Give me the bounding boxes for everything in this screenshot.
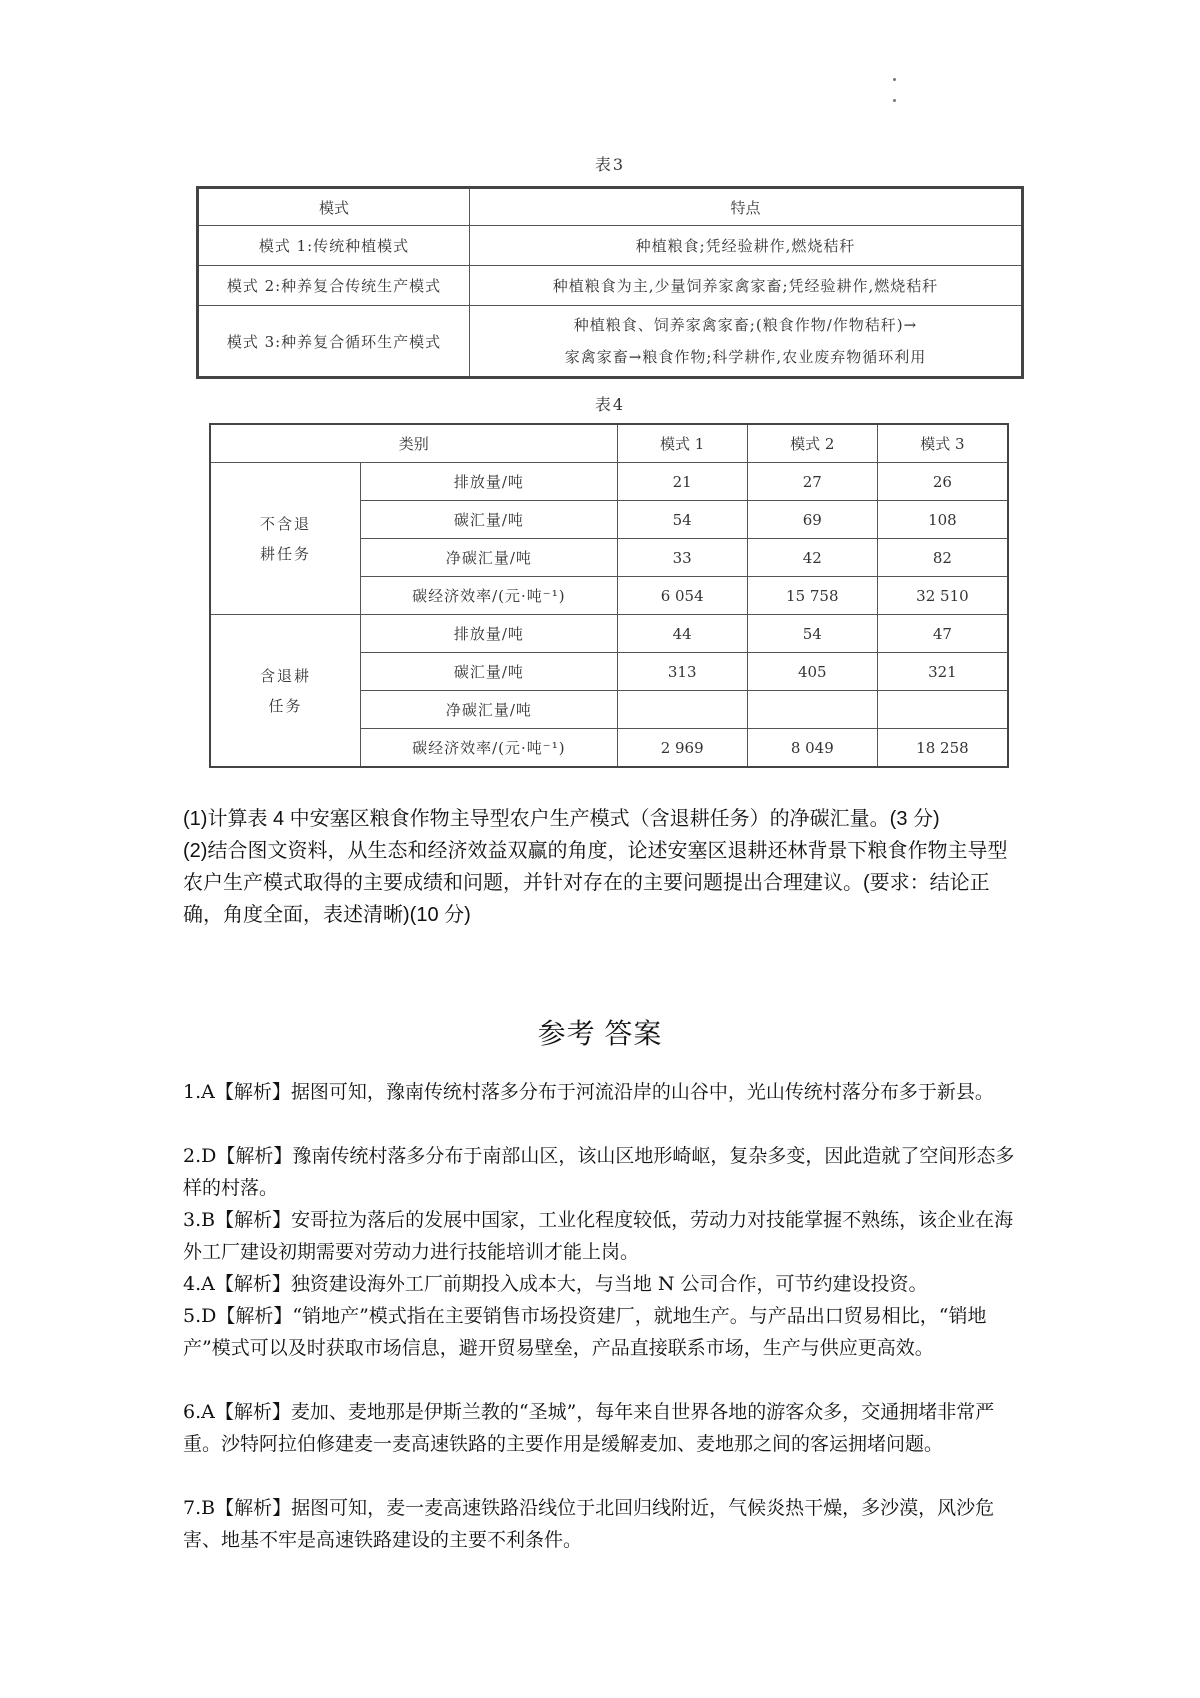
answers-title: 参考 答案 [537,1018,663,1049]
table4-value-cell: 313 [617,653,747,691]
answer-item: 4.A【解析】独资建设海外工厂前期投入成本大，与当地 N 公司合作，可节约建设投资。 [183,1273,928,1295]
table3-title: 表3 [594,155,626,174]
table3-feature-line: 家禽家畜→粮食作物;科学耕作,农业废弃物循环利用 [564,348,927,366]
table3-feature-cell: 种植粮食为主,少量饲养家禽家畜;凭经验耕作,燃烧秸秆 [470,266,1023,306]
answer-item: 5.D【解析】“销地产”模式指在主要销售市场投资建厂，就地生产。与产品出口贸易相比，“销地产”模式可以及时获取市场信息，避开贸易壁垒，产品直接联系市场，生产与供应更高效。 [183,1305,987,1359]
group-label-line: 耕任务 [260,544,312,563]
table3-mode-cell: 模式 3:种养复合循环生产模式 [198,306,470,378]
table3-mode-cell: 模式 2:种养复合传统生产模式 [198,266,470,306]
table4-header-mode3: 模式 3 [877,424,1008,463]
group-label-line: 含退耕 [260,666,312,685]
table4-category-cell: 碳经济效率/(元·吨⁻¹) [361,729,618,768]
question-1: (1)计算表 4 中安塞区粮食作物主导型农户生产模式（含退耕任务）的净碳汇量。(3 分) [183,808,940,830]
table4-value-cell: 44 [617,615,747,653]
table4-value-cell [877,691,1008,729]
answer-item: 7.B【解析】据图可知，麦一麦高速铁路沿线位于北回归线附近，气候炎热干燥，多沙漠，风沙危害、地基不牢是高速铁路建设的主要不利条件。 [183,1497,995,1551]
table-row [198,266,1023,306]
table4-value-cell: 69 [747,501,877,539]
table4 [209,423,1009,768]
table4-category-cell: 碳汇量/吨 [361,501,618,539]
table4-category-cell: 排放量/吨 [361,615,618,653]
table4-value-cell: 15 758 [747,577,877,615]
table4-value-cell: 6 054 [617,577,747,615]
table3-header-mode: 模式 [198,188,470,226]
table4-category-cell: 净碳汇量/吨 [361,691,618,729]
scan-specks [893,78,896,120]
table4-value-cell: 54 [617,501,747,539]
table3 [196,186,1024,379]
table4-value-cell: 32 510 [877,577,1008,615]
table3-header-row [198,188,1023,226]
table4-value-cell: 405 [747,653,877,691]
answer-item: 2.D【解析】豫南传统村落多分布于南部山区，该山区地形崎岖，复杂多变，因此造就了空间形态多样的村落。 [183,1145,1015,1199]
table4-value-cell: 108 [877,501,1008,539]
table4-category-cell: 净碳汇量/吨 [361,539,618,577]
table4-value-cell [617,691,747,729]
table4-header-category: 类别 [210,424,617,463]
table3-feature-cell [470,306,1023,378]
table4-value-cell [747,691,877,729]
table4-value-cell: 82 [877,539,1008,577]
table4-value-cell: 18 258 [877,729,1008,768]
group-label-line: 任务 [268,696,303,715]
table3-feature-line: 种植粮食、饲养家禽家畜;(粮食作物/作物秸秆)→ [573,316,918,334]
table4-header-row [210,424,1008,463]
table4-value-cell: 8 049 [747,729,877,768]
table3-feature-cell: 种植粮食;凭经验耕作,燃烧秸秆 [470,226,1023,266]
table4-category-cell: 排放量/吨 [361,463,618,501]
table4-value-cell: 2 969 [617,729,747,768]
answer-item: 1.A【解析】据图可知，豫南传统村落多分布于河流沿岸的山谷中，光山传统村落分布多于新县。 [183,1081,994,1103]
question-2: (2)结合图文资料，从生态和经济效益双赢的角度，论述安塞区退耕还林背景下粮食作物主导型农户生产模式取得的主要成绩和问题，并针对存在的主要问题提出合理建议。(要求：结论正确，角度全面，表述清晰)(10 分) [183,840,1008,926]
table-row [198,306,1023,378]
table4-category-cell: 碳经济效率/(元·吨⁻¹) [361,577,618,615]
answer-item: 6.A【解析】麦加、麦地那是伊斯兰教的“圣城”，每年来自世界各地的游客众多，交通拥堵非常严重。沙特阿拉伯修建麦一麦高速铁路的主要作用是缓解麦加、麦地那之间的客运拥堵问题。 [183,1401,995,1455]
table4-group-label [210,463,361,615]
group-label-line: 不含退 [260,514,312,533]
table4-value-cell: 54 [747,615,877,653]
table-row [210,615,1008,653]
table4-value-cell: 26 [877,463,1008,501]
table4-value-cell: 321 [877,653,1008,691]
table4-value-cell: 27 [747,463,877,501]
table3-mode-cell: 模式 1:传统种植模式 [198,226,470,266]
table4-value-cell: 33 [617,539,747,577]
table4-value-cell: 21 [617,463,747,501]
table-row [198,226,1023,266]
table4-header-mode2: 模式 2 [747,424,877,463]
table4-header-mode1: 模式 1 [617,424,747,463]
answer-item: 3.B【解析】安哥拉为落后的发展中国家，工业化程度较低，劳动力对技能掌握不熟练，该企业在海外工厂建设初期需要对劳动力进行技能培训才能上岗。 [183,1209,1014,1263]
table4-category-cell: 碳汇量/吨 [361,653,618,691]
table4-value-cell: 47 [877,615,1008,653]
table4-group-label [210,615,361,768]
table3-header-feature: 特点 [470,188,1023,226]
table4-value-cell: 42 [747,539,877,577]
table4-title: 表4 [594,395,626,414]
table-row [210,463,1008,501]
